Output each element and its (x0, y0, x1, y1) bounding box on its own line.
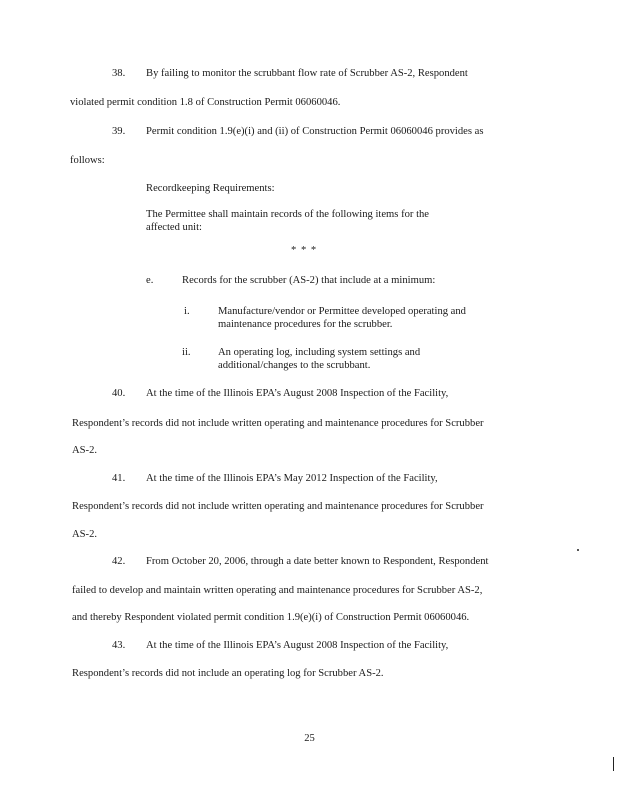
paragraph-39-line-1: Permit condition 1.9(e)(i) and (ii) of Construction Permit 06060046 provides as (146, 126, 484, 137)
quote-item-i-line-2: maintenance procedures for the scrubber. (218, 319, 393, 330)
quote-heading: Recordkeeping Requirements: (146, 183, 275, 194)
scan-speck (577, 549, 579, 551)
quote-intro-line-2: affected unit: (146, 222, 202, 233)
paragraph-43-line-1: At the time of the Illinois EPA’s August 2008 Inspection of the Facility, (146, 640, 449, 651)
scan-edge-mark (613, 757, 614, 771)
paragraph-38-line-2: violated permit condition 1.8 of Construction Permit 06060046. (70, 97, 341, 108)
paragraph-40-line-2: Respondent’s records did not include written operating and maintenance procedures for Scrubber (72, 418, 484, 429)
paragraph-40-line-3: AS-2. (72, 445, 98, 456)
paragraph-41-number: 41. (112, 473, 126, 484)
paragraph-42-line-3: and thereby Respondent violated permit condition 1.9(e)(i) of Construction Permit 06060046. (72, 612, 470, 623)
paragraph-43-line-2: Respondent’s records did not include an operating log for Scrubber AS-2. (72, 668, 384, 679)
paragraph-42-number: 42. (112, 556, 126, 567)
paragraph-43-number: 43. (112, 640, 126, 651)
quote-item-ii-line-2: additional/changes to the scrubbant. (218, 360, 371, 371)
quote-item-e-text: Records for the scrubber (AS-2) that include at a minimum: (182, 275, 436, 286)
paragraph-38-line-1: By failing to monitor the scrubbant flow rate of Scrubber AS-2, Respondent (146, 68, 468, 79)
paragraph-41-line-2: Respondent’s records did not include written operating and maintenance procedures for Scrubber (72, 501, 484, 512)
paragraph-41-line-3: AS-2. (72, 529, 98, 540)
page-number: 25 (304, 733, 315, 744)
quote-item-ii-label: ii. (182, 347, 191, 358)
quote-item-i-label: i. (184, 306, 190, 317)
paragraph-39-line-2: follows: (70, 155, 105, 166)
paragraph-40-number: 40. (112, 388, 126, 399)
paragraph-42-line-2: failed to develop and maintain written operating and maintenance procedures for Scrubber AS-2, (72, 585, 483, 596)
paragraph-41-line-1: At the time of the Illinois EPA’s May 2012 Inspection of the Facility, (146, 473, 438, 484)
quote-intro-line-1: The Permittee shall maintain records of the following items for the (146, 209, 430, 220)
paragraph-39-number: 39. (112, 126, 126, 137)
paragraph-42-line-1: From October 20, 2006, through a date better known to Respondent, Respondent (146, 556, 489, 567)
quote-item-e-label: e. (146, 275, 154, 286)
paragraph-40-line-1: At the time of the Illinois EPA’s August 2008 Inspection of the Facility, (146, 388, 449, 399)
quote-ellipsis: * * * (291, 245, 318, 256)
quote-item-ii-line-1: An operating log, including system settings and (218, 347, 421, 358)
quote-item-i-line-1: Manufacture/vendor or Permittee developed operating and (218, 306, 466, 317)
paragraph-38-number: 38. (112, 68, 126, 79)
